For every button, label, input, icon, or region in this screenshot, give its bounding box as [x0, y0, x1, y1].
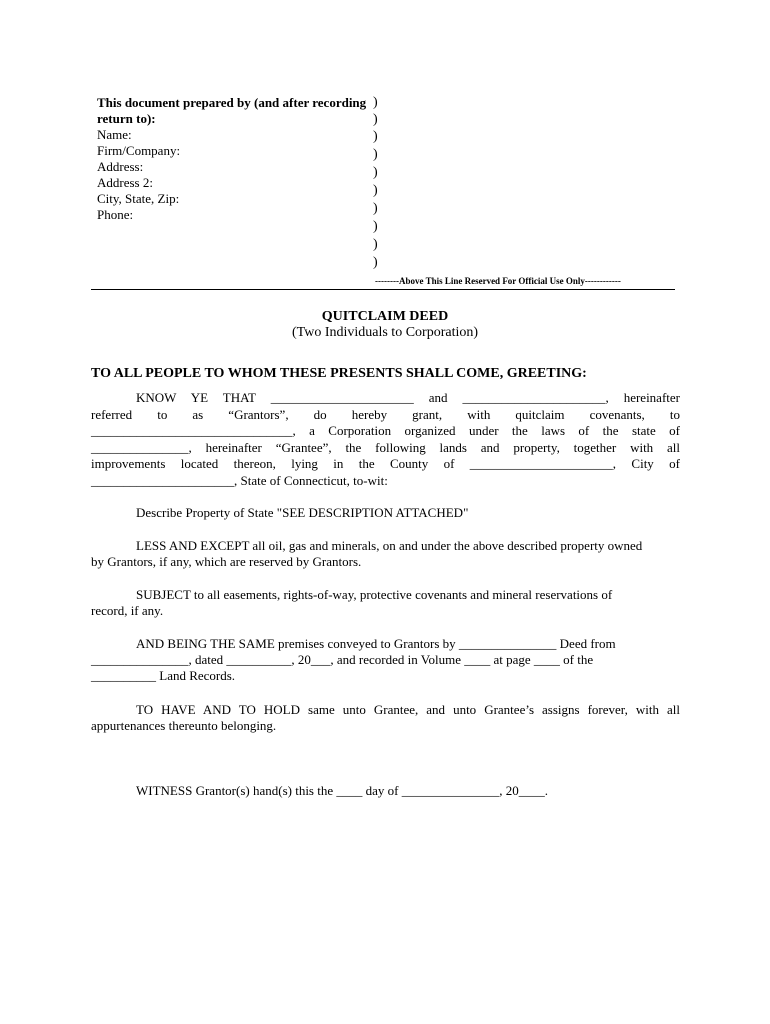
bracket-paren: ) — [373, 237, 378, 252]
know-ye-line2: referred to as “Grantors”, do hereby grant, with quitclaim covenants, to — [91, 406, 680, 422]
divider-line — [91, 289, 675, 290]
less-except-line1: LESS AND EXCEPT all oil, gas and minerals, on and under the above described property owned — [136, 538, 643, 553]
know-ye-line5: improvements located thereon, lying in the County of ______________________, City of — [91, 456, 680, 471]
bracket-paren: ) — [373, 165, 378, 180]
field-firm-label: Firm/Company: — [97, 143, 181, 158]
to-have-line2: appurtenances thereunto belonging. — [91, 718, 277, 733]
know-ye-line4: _______________, hereinafter “Grantee”, the following lands and property, together with all — [91, 439, 680, 455]
being-same-line2: _______________, dated __________, 20___, and recorded in Volume ____ at page ____ of the — [91, 652, 594, 667]
to-have-line1: TO HAVE AND TO HOLD same unto Grantee, and unto Grantee’s assigns forever, with all — [136, 702, 680, 717]
field-address2-label: Address 2: — [97, 175, 153, 190]
subject-line1: SUBJECT to all easements, rights-of-way, protective covenants and mineral reservations of — [136, 587, 613, 602]
describe-property: Describe Property of State "SEE DESCRIPTION ATTACHED" — [136, 505, 469, 520]
reserved-line-text: --------Above This Line Reserved For Official Use Only------------ — [375, 276, 621, 286]
bracket-paren: ) — [373, 112, 378, 127]
bracket-paren: ) — [373, 95, 378, 110]
less-except-line2: by Grantors, if any, which are reserved by Grantors. — [91, 554, 362, 569]
bracket-paren: ) — [373, 255, 378, 270]
witness-line: WITNESS Grantor(s) hand(s) this the ____ day of _______________, 20____. — [136, 783, 548, 798]
prepared-by-line2: return to): — [97, 111, 156, 126]
bracket-paren: ) — [373, 201, 378, 216]
subject-line2: record, if any. — [91, 603, 164, 618]
document-title: QUITCLAIM DEED — [321, 309, 449, 324]
field-name-label: Name: — [97, 127, 132, 142]
field-city-state-zip-label: City, State, Zip: — [97, 191, 180, 206]
greeting: TO ALL PEOPLE TO WHOM THESE PRESENTS SHALL COME, GREETING: — [91, 366, 587, 381]
know-ye-line3: _______________________________, a Corporation organized under the laws of the state of — [91, 423, 680, 438]
bracket-paren: ) — [373, 183, 378, 198]
field-phone-label: Phone: — [97, 207, 134, 222]
prepared-by-line1: This document prepared by (and after recording — [97, 95, 367, 110]
know-ye-line6: ______________________, State of Connecticut, to-wit: — [91, 472, 388, 488]
bracket-paren: ) — [373, 147, 378, 162]
field-address-label: Address: — [97, 159, 144, 174]
being-same-line1: AND BEING THE SAME premises conveyed to Grantors by _______________ Deed from — [136, 636, 616, 651]
bracket-paren: ) — [373, 219, 378, 234]
being-same-line3: __________ Land Records. — [91, 668, 236, 683]
bracket-paren: ) — [373, 129, 378, 144]
know-ye-line1: KNOW YE THAT ______________________ and ______________________, hereinafter — [136, 390, 680, 405]
document-subtitle: (Two Individuals to Corporation) — [291, 325, 479, 340]
